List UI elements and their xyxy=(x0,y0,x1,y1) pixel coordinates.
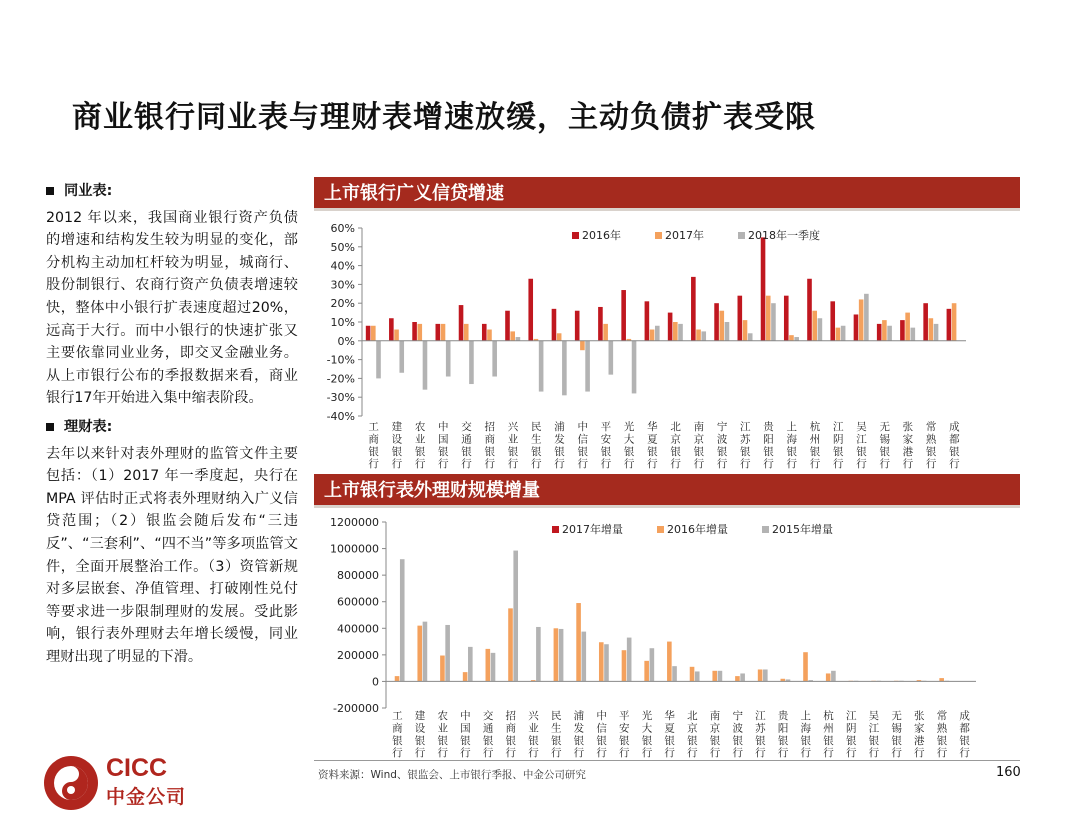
x-category-label: 江阴银行 xyxy=(832,421,844,470)
x-category-label: 成都银行 xyxy=(959,710,970,759)
bar-2015年增量 xyxy=(536,627,541,681)
x-category-label: 光大银行 xyxy=(641,710,653,759)
bar-2018年一季度 xyxy=(887,326,892,341)
bar-2015年增量 xyxy=(468,647,473,682)
x-category-label: 江苏银行 xyxy=(755,710,766,759)
x-category-label: 中国银行 xyxy=(460,710,471,759)
bar-2018年一季度 xyxy=(516,337,521,341)
bar-2016年增量 xyxy=(463,672,468,681)
page-title: 商业银行同业表与理财表增速放缓，主动负债扩表受限 xyxy=(72,100,816,135)
bar-2018年一季度 xyxy=(423,341,428,390)
bar-2016年 xyxy=(552,309,557,341)
bar-2017年 xyxy=(905,313,910,341)
y-tick-label: 20% xyxy=(330,297,355,311)
x-category-label: 杭州银行 xyxy=(809,421,821,470)
legend-label: 2015年增量 xyxy=(772,523,833,536)
bar-2017年 xyxy=(673,322,678,341)
y-tick-label: -10% xyxy=(326,353,355,367)
x-category-label: 农业银行 xyxy=(414,421,426,470)
legend-label: 2017年增量 xyxy=(562,523,623,536)
bar-2016年 xyxy=(459,305,464,341)
bar-2017年 xyxy=(859,299,864,340)
y-tick-label: 200000 xyxy=(337,648,379,662)
chart2-header: 上市银行表外理财规模增量 xyxy=(314,474,1020,508)
x-category-label: 浦发银行 xyxy=(554,421,565,470)
x-category-label: 宁波银行 xyxy=(732,710,743,759)
legend-swatch xyxy=(738,232,745,239)
bar-2016年增量 xyxy=(508,608,513,681)
x-category-label: 平安银行 xyxy=(600,421,612,470)
bar-2017年 xyxy=(464,324,469,341)
bar-2015年增量 xyxy=(491,653,496,682)
bar-2018年一季度 xyxy=(446,341,451,377)
bar-2016年增量 xyxy=(803,652,808,681)
x-category-label: 中信银行 xyxy=(577,421,588,470)
bar-2016年 xyxy=(947,309,952,341)
bar-2016年 xyxy=(645,301,650,340)
bullet-square-icon xyxy=(46,187,54,195)
bar-2016年增量 xyxy=(667,642,672,682)
x-category-label: 光大银行 xyxy=(623,421,635,470)
bullet-square-icon xyxy=(46,423,54,431)
logo-cn: 中金公司 xyxy=(106,786,187,808)
bar-2016年 xyxy=(691,277,696,341)
x-category-label: 张家港行 xyxy=(902,421,914,470)
bar-2017年 xyxy=(510,331,515,340)
bar-2016年 xyxy=(738,296,743,341)
legend-swatch xyxy=(552,526,559,533)
bar-2018年一季度 xyxy=(399,341,404,373)
bar-2015年增量 xyxy=(831,671,836,682)
bar-2016年增量 xyxy=(758,669,763,681)
page-number: 160 xyxy=(996,765,1021,780)
bar-2017年 xyxy=(557,333,562,341)
section2-heading-label: 理财表: xyxy=(64,418,113,435)
bar-2015年增量 xyxy=(423,622,428,682)
x-category-label: 工商银行 xyxy=(392,710,403,759)
bar-2016年增量 xyxy=(576,603,581,681)
bar-2018年一季度 xyxy=(748,333,753,341)
bar-2015年增量 xyxy=(695,671,700,681)
y-tick-label: -200000 xyxy=(333,702,379,715)
bar-2016年增量 xyxy=(554,628,559,681)
legend-label: 2017年 xyxy=(665,229,704,242)
section-heading-interbank xyxy=(46,180,298,203)
legend-swatch xyxy=(657,526,664,533)
x-category-label: 南京银行 xyxy=(709,710,721,759)
bar-2016年 xyxy=(436,324,441,341)
section-heading-wealth xyxy=(46,416,298,439)
x-category-label: 贵阳银行 xyxy=(763,421,774,470)
x-category-label: 农业银行 xyxy=(437,710,448,759)
y-tick-label: 10% xyxy=(330,316,355,329)
legend-label: 2018年一季度 xyxy=(748,229,820,242)
section2-paragraph: 去年以来针对表外理财的监管文件主要包括：（1）2017 年一季度起，央行在MPA 评估时正式将表外理财纳入广义信贷范围；（2）银监会随后发布“三违反”、“三套利”、“四不当”等多项监管文件，全面开展整治工作。（3）资管新规对多层嵌套、净值管理、打破刚性兑付等要求进一步限制理财的发展。受此影响，银行表外理财去年增长缓慢，同业理财出现了明显的下滑。 xyxy=(46,445,298,665)
bar-2016年增量 xyxy=(735,676,740,681)
x-category-label: 交通银行 xyxy=(461,421,472,470)
bar-2016年 xyxy=(807,279,812,341)
bar-2016年 xyxy=(505,311,510,341)
x-category-label: 交通银行 xyxy=(482,710,494,759)
bar-2018年一季度 xyxy=(864,294,869,341)
x-category-label: 平安银行 xyxy=(619,710,630,759)
x-category-label: 张家港行 xyxy=(914,710,925,759)
bar-2016年增量 xyxy=(644,661,649,682)
bar-2017年 xyxy=(580,341,585,350)
bar-2018年一季度 xyxy=(841,326,846,341)
bar-2018年一季度 xyxy=(701,331,706,340)
bar-2018年一季度 xyxy=(632,341,637,394)
x-category-label: 建设银行 xyxy=(414,710,426,759)
x-category-label: 南京银行 xyxy=(693,421,705,470)
bar-2016年增量 xyxy=(486,649,491,682)
bar-2017年 xyxy=(789,335,794,341)
y-tick-label: 600000 xyxy=(337,595,379,609)
bar-2017年 xyxy=(441,324,446,341)
left-text-panel xyxy=(46,180,298,674)
legend-label: 2016年增量 xyxy=(667,523,728,536)
bar-2018年一季度 xyxy=(609,341,614,375)
bar-2016年增量 xyxy=(417,626,422,682)
bar-2016年增量 xyxy=(712,671,717,682)
bar-2017年 xyxy=(487,330,492,341)
x-category-label: 浦发银行 xyxy=(573,710,585,759)
bar-2016年 xyxy=(877,324,882,341)
x-category-label: 华夏银行 xyxy=(647,421,658,470)
x-category-label: 无锡银行 xyxy=(891,710,902,759)
bar-2018年一季度 xyxy=(794,337,799,341)
y-tick-label: 40% xyxy=(330,259,355,273)
y-tick-label: 400000 xyxy=(337,622,379,636)
bar-2016年 xyxy=(528,279,533,341)
bar-2015年增量 xyxy=(445,625,450,681)
bar-2016年增量 xyxy=(440,656,445,682)
bar-2016年 xyxy=(598,307,603,341)
bar-2018年一季度 xyxy=(678,324,683,341)
bar-2016年 xyxy=(389,318,394,341)
x-category-label: 江阴银行 xyxy=(845,710,857,759)
bar-2016年 xyxy=(714,303,719,341)
bar-2016年 xyxy=(366,326,371,341)
x-category-label: 吴江银行 xyxy=(868,710,880,759)
wealth-management-chart xyxy=(314,511,1020,759)
bar-2017年 xyxy=(696,330,701,341)
y-tick-label: 1200000 xyxy=(330,516,379,529)
bar-2017年 xyxy=(371,326,376,341)
bar-2016年 xyxy=(621,290,626,341)
x-category-label: 工商银行 xyxy=(368,421,379,470)
bar-2017年 xyxy=(719,311,724,341)
bar-2015年增量 xyxy=(604,644,609,681)
x-category-label: 贵阳银行 xyxy=(777,710,789,759)
x-category-label: 民生银行 xyxy=(530,421,542,470)
bar-2016年 xyxy=(482,324,487,341)
bar-2015年增量 xyxy=(400,559,405,681)
bar-2015年增量 xyxy=(740,673,745,681)
legend-swatch xyxy=(572,232,579,239)
bar-2016年 xyxy=(412,322,417,341)
bar-2016年增量 xyxy=(690,667,695,682)
x-category-label: 上海银行 xyxy=(786,421,798,470)
bar-2015年增量 xyxy=(559,629,564,681)
x-category-label: 北京银行 xyxy=(687,710,698,759)
bar-2017年 xyxy=(743,320,748,341)
y-tick-label: 0 xyxy=(372,675,379,689)
bar-2017年 xyxy=(603,324,608,341)
legend-swatch xyxy=(655,232,662,239)
x-category-label: 招商银行 xyxy=(484,421,496,470)
bar-2016年 xyxy=(900,320,905,341)
legend-label: 2016年 xyxy=(582,229,621,242)
y-tick-label: 800000 xyxy=(337,569,379,583)
x-category-label: 建设银行 xyxy=(391,421,403,470)
x-category-label: 江苏银行 xyxy=(740,421,751,470)
x-category-label: 上海银行 xyxy=(800,710,812,759)
bar-2016年 xyxy=(854,314,859,340)
bar-2017年 xyxy=(812,311,817,341)
bar-2017年 xyxy=(650,330,655,341)
bar-2016年增量 xyxy=(826,673,831,681)
x-category-label: 民生银行 xyxy=(550,710,562,759)
bar-2018年一季度 xyxy=(934,324,939,341)
bar-2015年增量 xyxy=(763,669,768,681)
y-tick-label: -20% xyxy=(326,372,355,386)
bar-2018年一季度 xyxy=(492,341,497,377)
y-tick-label: 0% xyxy=(337,334,355,348)
bar-2017年 xyxy=(836,328,841,341)
bar-2018年一季度 xyxy=(539,341,544,392)
x-category-label: 招商银行 xyxy=(505,710,517,759)
x-category-label: 杭州银行 xyxy=(823,710,834,759)
y-tick-label: -30% xyxy=(326,391,355,405)
credit-growth-chart xyxy=(314,214,1020,470)
x-category-label: 中国银行 xyxy=(438,421,449,470)
bar-2017年 xyxy=(417,324,422,341)
bar-2018年一季度 xyxy=(655,326,660,341)
bar-2018年一季度 xyxy=(725,322,730,341)
bar-2016年 xyxy=(575,311,580,341)
bar-2017年 xyxy=(394,330,399,341)
bar-2015年增量 xyxy=(581,632,586,682)
section1-heading-label: 同业表: xyxy=(64,183,113,199)
bar-2018年一季度 xyxy=(585,341,590,392)
bar-2016年 xyxy=(830,301,835,340)
x-category-label: 兴业银行 xyxy=(507,421,519,470)
y-tick-label: -40% xyxy=(326,410,355,423)
section1-paragraph: 2012 年以来，我国商业银行资产负债的增速和结构发生较为明显的变化，部分机构主动加杠杆较为明显，城商行、股份制银行、农商行资产负债表增速较快，整体中小银行扩表速度超过20%，远高于大行。而中小银行的快速扩张又主要依靠同业业务，即交叉金融业务。从上市银行公布的季报数据来看，商业银行17年开始进入集中缩表阶段。 xyxy=(46,209,298,407)
x-category-label: 常熟银行 xyxy=(925,421,937,470)
x-category-label: 北京银行 xyxy=(670,421,681,470)
bar-2015年增量 xyxy=(627,638,632,682)
bar-2015年增量 xyxy=(650,648,655,681)
bar-2017年 xyxy=(929,318,934,341)
source-note: 资料来源：Wind、银监会、上市银行季报、中金公司研究 xyxy=(318,769,586,781)
logo-en: CICC xyxy=(106,754,168,782)
x-category-label: 兴业银行 xyxy=(528,710,539,759)
bar-2016年增量 xyxy=(599,642,604,681)
bar-2016年 xyxy=(761,237,766,340)
bar-2017年 xyxy=(952,303,957,341)
bar-2015年增量 xyxy=(672,666,677,681)
bar-2018年一季度 xyxy=(562,341,567,396)
y-tick-label: 50% xyxy=(330,240,355,254)
x-category-label: 吴江银行 xyxy=(856,421,867,470)
bar-2017年 xyxy=(882,320,887,341)
x-category-label: 无锡银行 xyxy=(879,421,890,470)
x-category-label: 中信银行 xyxy=(596,710,607,759)
bar-2016年增量 xyxy=(395,676,400,681)
y-tick-label: 30% xyxy=(330,278,355,292)
bar-2018年一季度 xyxy=(469,341,474,384)
bar-2016年 xyxy=(668,313,673,341)
footer-divider xyxy=(314,760,1020,761)
bar-2018年一季度 xyxy=(911,328,916,341)
bar-2016年增量 xyxy=(622,650,627,681)
legend-swatch xyxy=(762,526,769,533)
x-category-label: 宁波银行 xyxy=(716,421,728,470)
chart1-header: 上市银行广义信贷增速 xyxy=(314,177,1020,211)
bar-2018年一季度 xyxy=(771,303,776,341)
bar-2018年一季度 xyxy=(818,318,823,341)
y-tick-label: 1000000 xyxy=(330,542,379,556)
bar-2016年 xyxy=(784,296,789,341)
x-category-label: 常熟银行 xyxy=(936,710,948,759)
x-category-label: 华夏银行 xyxy=(664,710,675,759)
bar-2015年增量 xyxy=(513,551,518,682)
bar-2015年增量 xyxy=(718,671,723,682)
y-tick-label: 60% xyxy=(330,222,355,235)
bar-2018年一季度 xyxy=(376,341,381,379)
bar-2017年 xyxy=(766,296,771,341)
bar-2016年 xyxy=(923,303,928,341)
x-category-label: 成都银行 xyxy=(949,421,960,470)
